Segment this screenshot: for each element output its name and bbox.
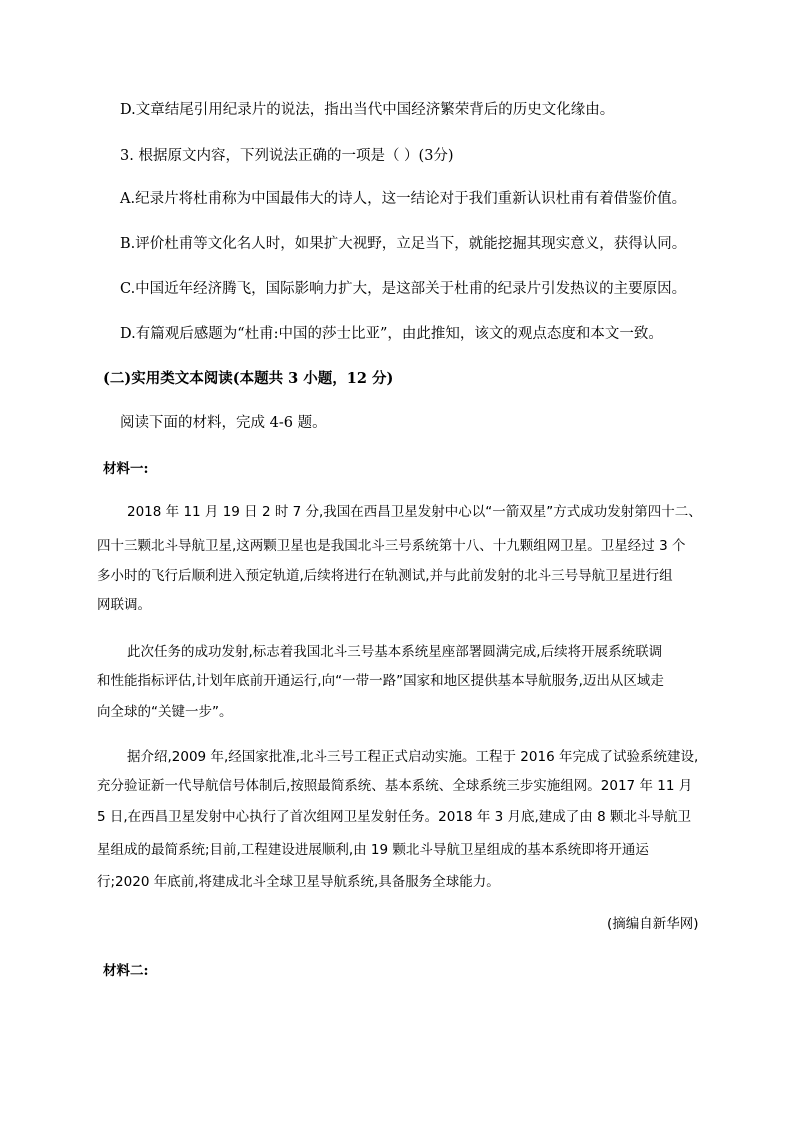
material1-label: 材料一:	[103, 461, 149, 477]
material1-para1-line1: 2018 年 11 月 19 日 2 时 7 分,我国在西昌卫星发射中心以“一箭双星”方式成功发射第四十二、	[127, 504, 702, 520]
material1-source: (摘编自新华网)	[607, 916, 699, 932]
q3-option-b: B.评价杜甫等文化名人时，如果扩大视野，立足当下，就能挖掘其现实意义，获得认同。	[120, 236, 687, 252]
q3-option-d: D.有篇观后感题为“杜甫:中国的莎士比亚”，由此推知，该文的观点态度和本文一致。	[120, 326, 663, 342]
q3-option-a: A.纪录片将杜甫称为中国最伟大的诗人，这一结论对于我们重新认识杜甫有着借鉴价值。	[120, 191, 687, 207]
material1-para2-line2: 和性能指标评估,计划年底前开通运行,向“一带一路”国家和地区提供基本导航服务,迈出从区域走	[97, 673, 664, 689]
section-instruction: 阅读下面的材料，完成 4-6 题。	[120, 415, 327, 431]
q2-option-d: D.文章结尾引用纪录片的说法，指出当代中国经济繁荣背后的历史文化缘由。	[120, 102, 615, 118]
material1-para3-line1: 据介绍,2009 年,经国家批准,北斗三号工程正式启动实施。工程于 2016 年完成了试验系统建设,	[127, 749, 699, 765]
material1-para1-line4: 网联调。	[97, 597, 151, 613]
q3-option-c: C.中国近年经济腾飞，国际影响力扩大，是这部关于杜甫的纪录片引发热议的主要原因。	[120, 281, 687, 297]
material2-label: 材料二:	[103, 963, 149, 979]
material1-para2-line3: 向全球的“关键一步”。	[97, 704, 233, 720]
material1-para3-line2: 充分验证新一代导航信号体制后,按照最简系统、基本系统、全球系统三步实施组网。2017 年 11 月	[97, 778, 693, 794]
material1-para2-line1: 此次任务的成功发射,标志着我国北斗三号基本系统星座部署圆满完成,后续将开展系统联调	[127, 644, 663, 660]
section-heading: (二)实用类文本阅读(本题共 3 小题，12 分)	[103, 370, 394, 387]
material1-para3-line5: 行;2020 年底前,将建成北斗全球卫星导航系统,具备服务全球能力。	[97, 874, 500, 890]
material1-para3-line4: 星组成的最简系统;目前,工程建设进展顺利,由 19 颗北斗导航卫星组成的基本系统即将开通运	[97, 842, 649, 858]
q3-stem: 3. 根据原文内容，下列说法正确的一项是（ ）(3分)	[120, 148, 454, 164]
material1-para1-line3: 多小时的飞行后顺利进入预定轨道,后续将进行在轨测试,并与此前发射的北斗三号导航卫星进行组	[97, 568, 673, 584]
material1-para1-line2: 四十三颗北斗导航卫星,这两颗卫星也是我国北斗三号系统第十八、十九颗组网卫星。卫星经过 3 个	[97, 538, 686, 554]
material1-para3-line3: 5 日,在西昌卫星发射中心执行了首次组网卫星发射任务。2018 年 3 月底,建成了由 8 颗北斗导航卫	[97, 809, 691, 825]
